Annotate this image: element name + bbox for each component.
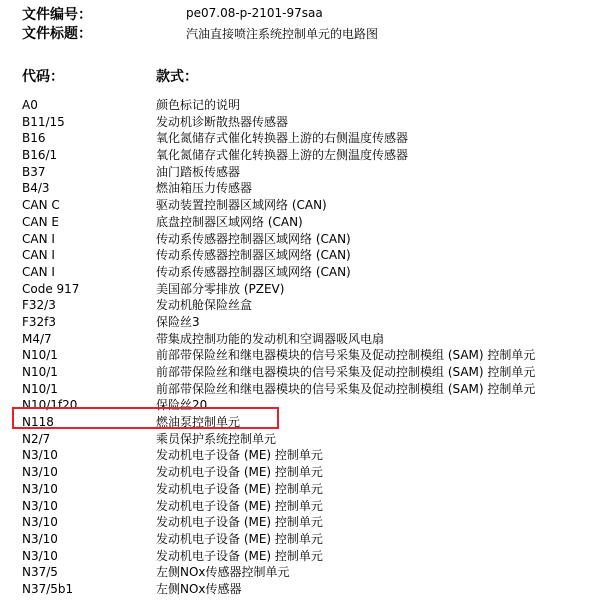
item-description: 发动机电子设备 (ME) 控制单元 xyxy=(156,515,323,530)
item-description: 燃油箱压力传感器 xyxy=(156,181,253,196)
list-item xyxy=(0,581,600,598)
item-description: 传动系传感器控制器区域网络 (CAN) xyxy=(156,264,351,279)
item-description: 保险丝3 xyxy=(156,314,200,329)
item-description: 氧化氮储存式催化转换器上游的左侧温度传感器 xyxy=(156,148,409,163)
list-item xyxy=(0,247,600,264)
list-item xyxy=(0,531,600,548)
list-item xyxy=(0,481,600,498)
item-description: 前部带保险丝和继电器模块的信号采集及促动控制模组 (SAM) 控制单元 xyxy=(156,348,536,363)
item-description: 乘员保护系统控制单元 xyxy=(156,431,277,446)
list-item xyxy=(0,114,600,131)
item-code: Code 917 xyxy=(22,281,80,296)
item-code: B37 xyxy=(22,164,46,179)
list-item xyxy=(0,331,600,348)
item-code: N37/5b1 xyxy=(22,581,74,596)
item-code: N10/1f20 xyxy=(22,398,78,413)
item-description: 左侧NOx传感器控制单元 xyxy=(156,565,290,580)
item-code: CAN I xyxy=(22,264,55,279)
item-code: N3/10 xyxy=(22,481,58,496)
item-code: CAN I xyxy=(22,248,55,263)
list-item xyxy=(0,164,600,181)
list-item xyxy=(0,264,600,281)
item-code: B11/15 xyxy=(22,114,65,129)
item-description: 左侧NOx传感器 xyxy=(156,581,242,596)
list-item xyxy=(0,130,600,147)
item-description: 氧化氮储存式催化转换器上游的右侧温度传感器 xyxy=(156,131,409,146)
item-code: A0 xyxy=(22,98,38,112)
doc-number-value: pe07.08-p-2101-97saa xyxy=(186,6,323,20)
item-description: 发动机电子设备 (ME) 控制单元 xyxy=(156,481,323,496)
item-code: F32/3 xyxy=(22,298,56,313)
item-code: B4/3 xyxy=(22,181,50,196)
list-item xyxy=(0,281,600,298)
highlight-box xyxy=(12,407,279,429)
item-code: N2/7 xyxy=(22,431,51,446)
item-code: CAN C xyxy=(22,198,60,213)
item-code: B16/1 xyxy=(22,148,58,163)
list-item xyxy=(0,214,600,231)
item-description: 驱动装置控制器区域网络 (CAN) xyxy=(156,198,327,213)
item-description: 前部带保险丝和继电器模块的信号采集及促动控制模组 (SAM) 控制单元 xyxy=(156,365,536,379)
item-description: 发动机电子设备 (ME) 控制单元 xyxy=(156,465,323,480)
list-item xyxy=(0,97,600,114)
item-code: N10/1 xyxy=(22,381,58,396)
list-item xyxy=(0,464,600,481)
item-description: 燃油泵控制单元 xyxy=(156,415,241,430)
item-description: 前部带保险丝和继电器模块的信号采集及促动控制模组 (SAM) 控制单元 xyxy=(156,381,536,396)
item-description: 美国部分零排放 (PZEV) xyxy=(156,281,285,296)
item-description: 发动机电子设备 (ME) 控制单元 xyxy=(156,448,323,463)
item-code: B16 xyxy=(22,131,46,146)
list-item xyxy=(0,180,600,197)
item-code: N3/10 xyxy=(22,548,58,563)
item-description: 发动机舱保险丝盒 xyxy=(156,298,253,313)
item-description: 传动系传感器控制器区域网络 (CAN) xyxy=(156,248,351,263)
item-description: 发动机电子设备 (ME) 控制单元 xyxy=(156,498,323,513)
desc-column-header: 款式： xyxy=(156,69,198,85)
doc-title-label: 文件标题： xyxy=(22,26,92,42)
list-item xyxy=(0,314,600,331)
list-item xyxy=(0,381,600,398)
list-item xyxy=(0,431,600,448)
item-description: 底盘控制器区域网络 (CAN) xyxy=(156,214,303,229)
code-column-header: 代码： xyxy=(22,69,64,85)
list-item xyxy=(0,297,600,314)
code-list xyxy=(0,97,600,598)
list-item xyxy=(0,498,600,515)
item-code: N10/1 xyxy=(22,365,58,379)
list-item xyxy=(0,447,600,464)
item-description: 保险丝20 xyxy=(156,398,208,413)
list-item xyxy=(0,197,600,214)
item-code: CAN I xyxy=(22,231,55,246)
list-item xyxy=(0,347,600,364)
item-description: 发动机诊断散热器传感器 xyxy=(156,114,289,129)
doc-number-label: 文件编号： xyxy=(22,7,92,23)
list-item xyxy=(0,548,600,565)
list-item xyxy=(0,514,600,531)
item-code: N3/10 xyxy=(22,498,58,513)
item-code: N3/10 xyxy=(22,465,58,480)
doc-title-value: 汽油直接喷注系统控制单元的电路图 xyxy=(186,27,379,41)
item-code: F32f3 xyxy=(22,314,57,329)
item-code: M4/7 xyxy=(22,331,52,346)
item-description: 发动机电子设备 (ME) 控制单元 xyxy=(156,548,323,563)
list-item xyxy=(0,147,600,164)
item-description: 带集成控制功能的发动机和空调器吸风电扇 xyxy=(156,331,385,346)
item-code: N118 xyxy=(22,415,54,430)
item-description: 传动系传感器控制器区域网络 (CAN) xyxy=(156,231,351,246)
item-code: N10/1 xyxy=(22,348,58,363)
item-code: N3/10 xyxy=(22,531,58,546)
item-code: N3/10 xyxy=(22,515,58,530)
item-code: CAN E xyxy=(22,214,59,229)
item-code: N3/10 xyxy=(22,448,58,463)
item-code: N37/5 xyxy=(22,565,58,580)
item-description: 油门踏板传感器 xyxy=(156,164,241,179)
item-description: 发动机电子设备 (ME) 控制单元 xyxy=(156,531,323,546)
list-item xyxy=(0,231,600,248)
list-item xyxy=(0,364,600,381)
list-item xyxy=(0,564,600,581)
item-description: 颜色标记的说明 xyxy=(156,98,241,112)
